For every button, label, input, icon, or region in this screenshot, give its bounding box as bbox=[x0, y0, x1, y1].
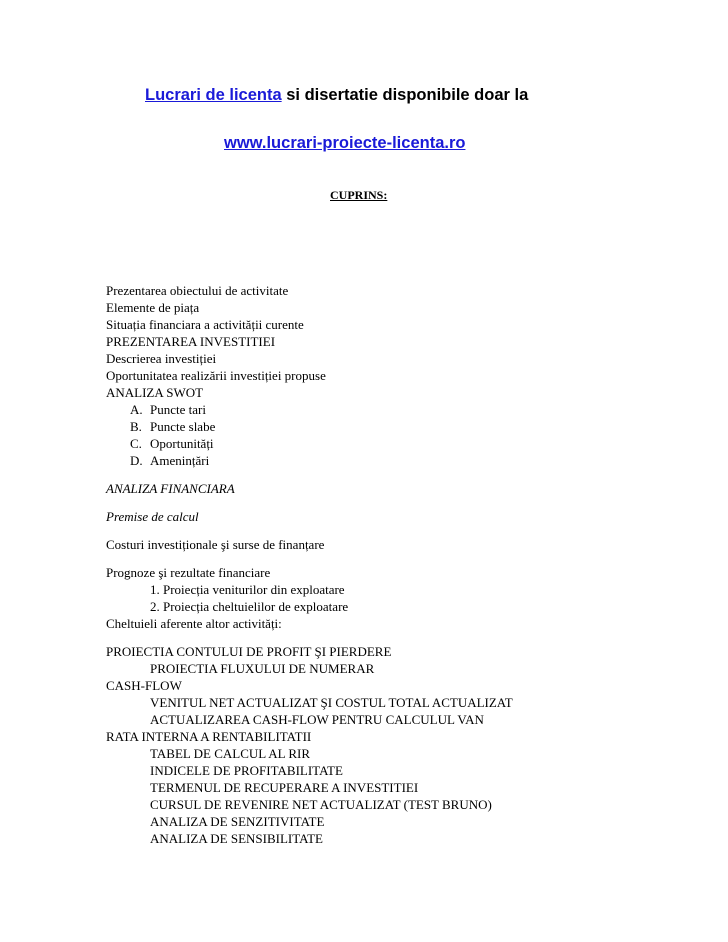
toc-item: Situația financiara a activității curente bbox=[106, 317, 304, 332]
website-line bbox=[224, 134, 465, 153]
toc-item: PREZENTAREA INVESTITIEI bbox=[106, 334, 276, 349]
toc-subitem: 1. Proiecția veniturilor din exploatare bbox=[150, 582, 345, 597]
swot-text: Puncte slabe bbox=[150, 419, 216, 434]
table-of-contents bbox=[106, 282, 513, 847]
toc-subitem: TERMENUL DE RECUPERARE A INVESTITIEI bbox=[150, 780, 419, 795]
toc-subitem: TABEL DE CALCUL AL RIR bbox=[150, 746, 311, 761]
swot-item bbox=[106, 435, 513, 452]
toc-item: ANALIZA FINANCIARA bbox=[106, 481, 235, 496]
website-link[interactable]: www.lucrari-proiecte-licenta.ro bbox=[224, 134, 466, 152]
toc-item: CASH-FLOW bbox=[106, 678, 182, 693]
swot-item bbox=[106, 401, 513, 418]
toc-item: Prezentarea obiectului de activitate bbox=[106, 283, 289, 298]
swot-item bbox=[106, 418, 513, 435]
toc-subitem: ANALIZA DE SENZITIVITATE bbox=[150, 814, 325, 829]
licenta-link[interactable]: Lucrari de licenta bbox=[145, 86, 282, 104]
swot-text: Oportunități bbox=[150, 436, 214, 451]
swot-letter: B. bbox=[130, 419, 142, 434]
toc-item: Oportunitatea realizării investiției propuse bbox=[106, 368, 326, 383]
toc-item: Prognoze şi rezultate financiare bbox=[106, 565, 271, 580]
toc-item: Elemente de piața bbox=[106, 300, 200, 315]
toc-item: Cheltuieli aferente altor activități: bbox=[106, 616, 282, 631]
toc-item: Costuri investiționale şi surse de finanțare bbox=[106, 537, 325, 552]
toc-subitem: ACTUALIZAREA CASH-FLOW PENTRU CALCULUL VAN bbox=[150, 712, 484, 727]
toc-item: ANALIZA SWOT bbox=[106, 385, 204, 400]
toc-subitem: INDICELE DE PROFITABILITATE bbox=[150, 763, 343, 778]
toc-subitem: VENITUL NET ACTUALIZAT ŞI COSTUL TOTAL ACTUALIZAT bbox=[150, 695, 513, 710]
toc-item: Premise de calcul bbox=[106, 509, 199, 524]
page-title: CUPRINS: bbox=[330, 188, 388, 202]
swot-text: Amenințări bbox=[150, 453, 210, 468]
toc-item: Descrierea investiției bbox=[106, 351, 217, 366]
header-text: si disertatie disponibile doar la bbox=[281, 86, 529, 104]
toc-subitem: 2. Proiecția cheltuielilor de exploatare bbox=[150, 599, 349, 614]
toc-item: PROIECTIA CONTULUI DE PROFIT ŞI PIERDERE bbox=[106, 644, 392, 659]
swot-letter: D. bbox=[130, 453, 143, 468]
swot-letter: A. bbox=[130, 402, 143, 417]
toc-subitem: ANALIZA DE SENSIBILITATE bbox=[150, 831, 323, 846]
swot-letter: C. bbox=[130, 436, 142, 451]
toc-item: RATA INTERNA A RENTABILITATII bbox=[106, 729, 312, 744]
swot-item bbox=[106, 452, 513, 469]
header-line bbox=[145, 86, 528, 105]
swot-text: Puncte tari bbox=[150, 402, 206, 417]
toc-subitem: CURSUL DE REVENIRE NET ACTUALIZAT (TEST BRUNO) bbox=[150, 797, 492, 812]
toc-subitem: PROIECTIA FLUXULUI DE NUMERAR bbox=[150, 661, 375, 676]
